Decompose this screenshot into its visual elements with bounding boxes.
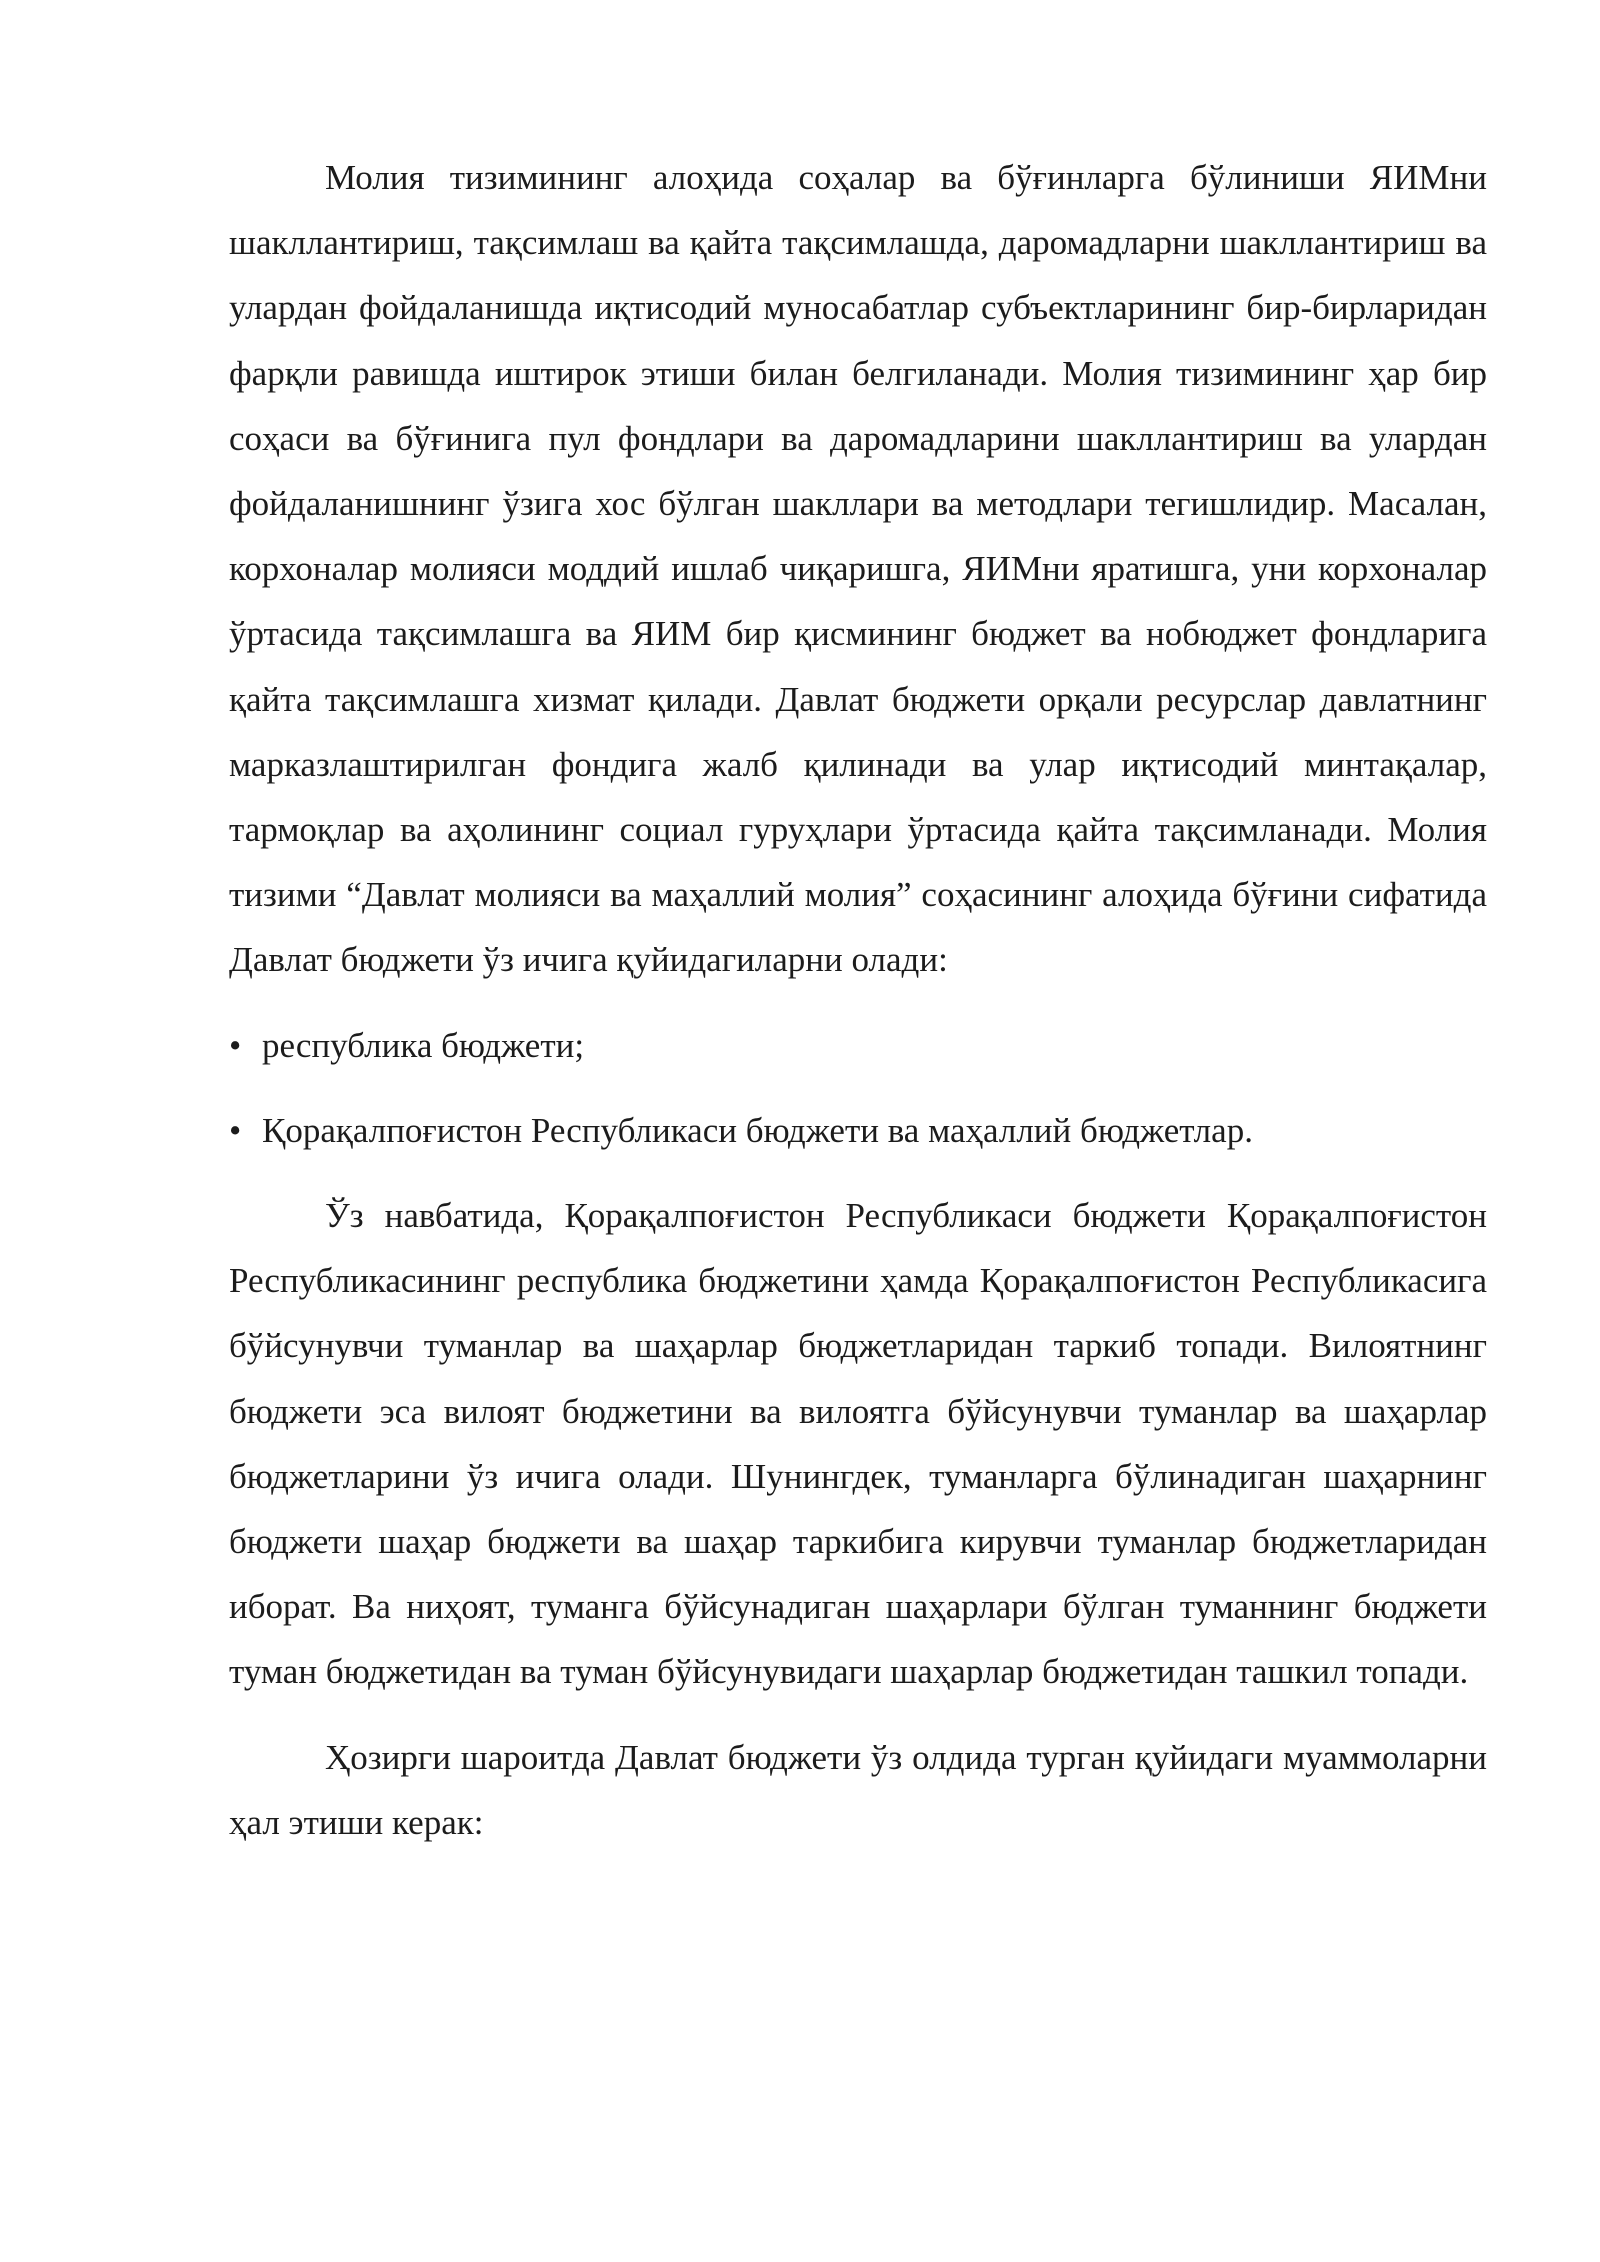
document-body	[229, 145, 1487, 1855]
bullet-icon: •	[229, 1110, 242, 1150]
list-item-text: Қорақалпоғистон Республикаси бюджети ва маҳаллий бюджетлар.	[262, 1110, 1253, 1150]
paragraph-current-tasks: Ҳозирги шароитда Давлат бюджети ўз олдида турган қуйидаги муаммоларни ҳал этиши керак:	[229, 1737, 1487, 1842]
list-item	[229, 1098, 1487, 1163]
paragraph-karakalpakstan-budget: Ўз навбатида, Қорақалпоғистон Республикаси бюджети Қорақалпоғистон Республикасининг республика бюджетини ҳамда Қорақалпоғистон Республикасига бўйсунувчи туманлар ва шаҳарлар бюджетларидан таркиб топади. Вилоятнинг бюджети эса вилоят бюджетини ва вилоятга бўйсунувчи туманлар ва шаҳарлар бюджетларини ўз ичига олади. Шунингдек, туманларга бўлинадиган шаҳарнинг бюджети шаҳар бюджети ва шаҳар таркибига кирувчи туманлар бюджетларидан иборат. Ва ниҳоят, туманга бўйсунадиган шаҳарлари бўлган туманнинг бюджети туман бюджетидан ва туман бўйсунувидаги шаҳарлар бюджетидан ташкил топади.	[229, 1196, 1487, 1692]
list-item-text: республика бюджети;	[262, 1025, 585, 1065]
budget-components-list	[229, 1013, 1487, 1163]
list-item	[229, 1013, 1487, 1078]
bullet-icon: •	[229, 1025, 242, 1065]
paragraph-financial-system: Молия тизимининг алоҳида соҳалар ва бўғинларга бўлиниши ЯИМни шакллантириш, тақсимлаш ва қайта тақсимлашда, даромадларни шакллантириш ва улардан фойдаланишда иқтисодий муносабатлар субъектларининг бир-бирларидан фарқли равишда иштирок этиши билан белгиланади. Молия тизимининг ҳар бир соҳаси ва бўғинига пул фондлари ва даромадларини шакллантириш ва улардан фойдаланишнинг ўзига хос бўлган шакллари ва методлари тегишлидир. Масалан, корхоналар молияси моддий ишлаб чиқаришга, ЯИМни яратишга, уни корхоналар ўртасида тақсимлашга ва ЯИМ бир қисмининг бюджет ва нобюджет фондларига қайта тақсимлашга хизмат қилади. Давлат бюджети орқали ресурслар давлатнинг марказлаштирилган фондига жалб қилинади ва улар иқтисодий минтақалар, тармоқлар ва аҳолининг социал гуруҳлари ўртасида қайта тақсимланади. Молия тизими “Давлат молияси ва маҳаллий молия” соҳасининг алоҳида бўғини сифатида Давлат бюджети ўз ичига қуйидагиларни олади:	[229, 158, 1487, 980]
